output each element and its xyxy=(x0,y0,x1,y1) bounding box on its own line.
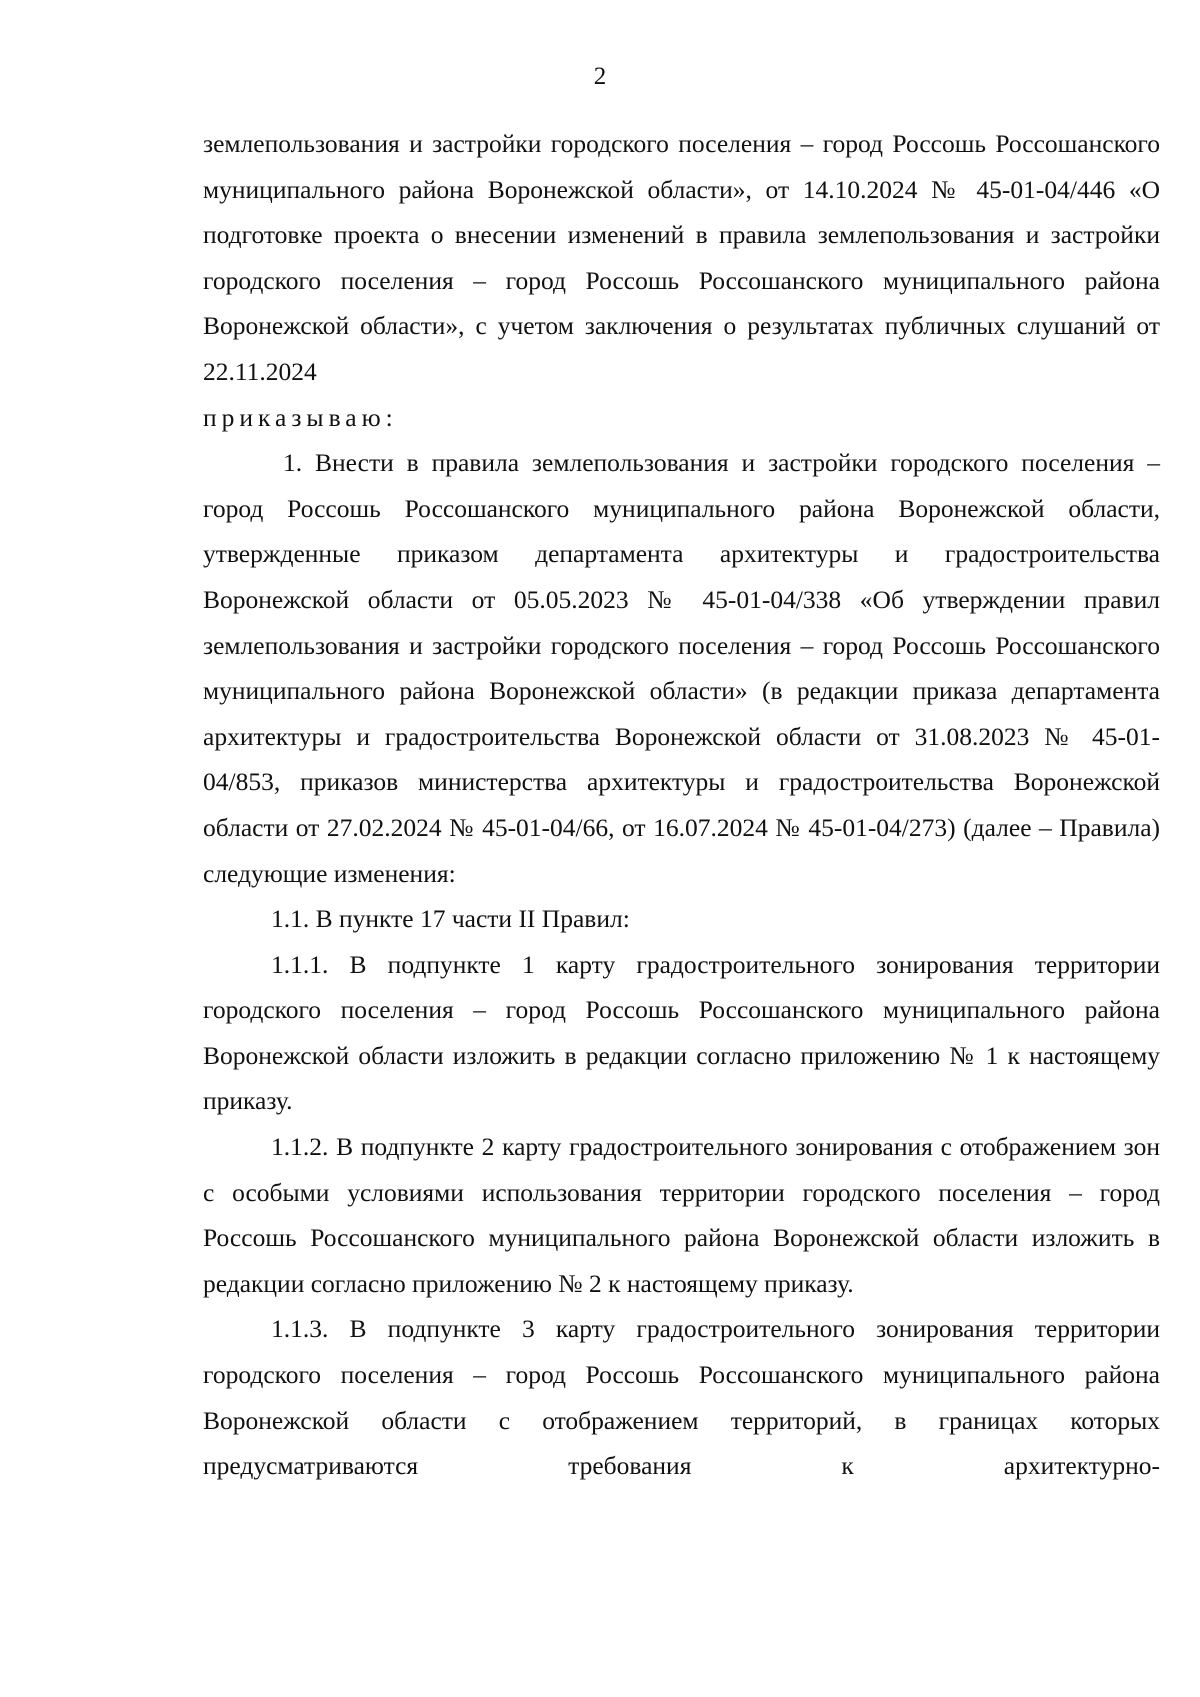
paragraph-item-1-1: 1.1. В пункте 17 части II Правил: xyxy=(271,904,630,934)
paragraph-item-1-1-3: 1.1.3. В подпункте 3 карту градостроительного зонирования территории городского поселения – город Россошь Россошанского муниципального района Воронежской области с отображением территорий, в границах которых предусматриваются требования к архитектурно- xyxy=(203,1314,1160,1481)
paragraph-item-1-1-1: 1.1.1. В подпункте 1 карту градостроительного зонирования территории городского поселения – город Россошь Россошанского муниципального района Воронежской области изложить в редакции согласно приложению № 1 к настоящему приказу. xyxy=(203,949,1160,1116)
document-body xyxy=(203,121,1160,1489)
paragraph-item-1-1-2: 1.1.2. В подпункте 2 карту градостроительного зонирования с отображением зон с особыми условиями использования территории городского поселения – город Россошь Россошанского муниципального района Воронежской области изложить в редакции согласно приложению № 2 к настоящему приказу. xyxy=(203,1132,1160,1298)
paragraph-order-word: приказываю: xyxy=(203,402,398,432)
paragraph-item-1: 1. Внести в правила землепользования и застройки городского поселения – город Россошь Россошанского муниципального района Воронежской области, утвержденные приказом департамента архитектуры и градостроительства Воронежской области от 05.05.2023 № 45-01-04/338 «Об утверждении правил землепользования и застройки городского поселения – город Россошь Россошанского муниципального района Воронежской области» (в редакции приказа департамента архитектуры и градостроительства Воронежской области от 31.08.2023 № 45-01-04/853, приказов министерства архитектуры и градостроительства Воронежской области от 27.02.2024 № 45-01-04/66, от 16.07.2024 № 45-01-04/273) (далее – Правила) следующие изменения: xyxy=(203,448,1160,888)
paragraph-intro-continuation: землепользования и застройки городского поселения – город Россошь Россошанского муниципального района Воронежской области», от 14.10.2024 № 45-01-04/446 «О подготовке проекта о внесении изменений в правила землепользования и застройки городского поселения – город Россошь Россошанского муниципального района Воронежской области», с учетом заключения о результатах публичных слушаний от 22.11.2024 xyxy=(203,129,1160,386)
page-number: 2 xyxy=(593,63,607,90)
